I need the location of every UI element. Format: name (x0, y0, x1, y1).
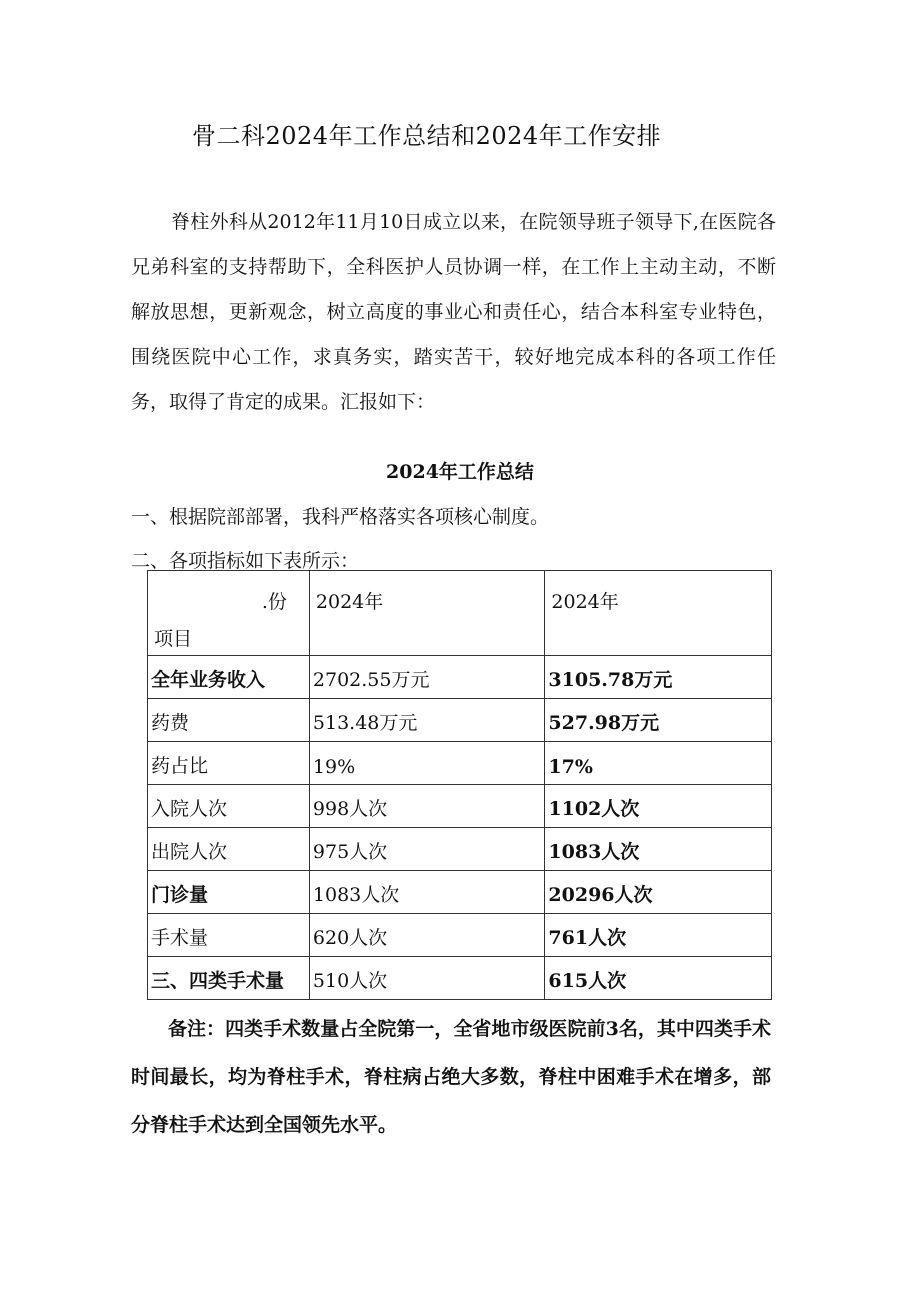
header-corner-cell (148, 571, 310, 656)
intro-paragraph: 脊柱外科从2012年11月10日成立以来，在院领导班子领导下,在医院各兄弟科室的支持帮助下，全科医护人员协调一样，在工作上主动主动，不断解放思想，更新观念，树立高度的事业心和责任心，结合本科室专业特色，围绕医院中心工作，求真务实，踏实苦干，较好地完成本科的各项工作任务，取得了肯定的成果。汇报如下： (131, 211, 776, 413)
row-value-curr: 527.98万元 (548, 712, 660, 734)
row-label: 药占比 (151, 755, 209, 777)
row-label: 入院人次 (151, 798, 228, 820)
row-value-prev: 975人次 (312, 841, 388, 863)
table-row (148, 828, 772, 871)
row-value-prev: 513.48万元 (312, 712, 418, 734)
row-value-curr: 20296人次 (548, 884, 653, 906)
row-value-prev: 1083人次 (312, 884, 400, 906)
header-fen-label: .份 (261, 591, 287, 613)
row-value-curr: 3105.78万元 (548, 669, 673, 691)
header-year-col3: 2024年 (551, 591, 619, 613)
note-paragraph: 备注：四类手术数量占全院第一，全省地市级医院前3名，其中四类手术时间最长，均为脊柱手术，脊柱病占绝大多数，脊柱中困难手术在增多，部分脊柱手术达到全国领先水平。 (131, 1018, 771, 1136)
row-label: 门诊量 (151, 884, 209, 906)
row-label: 出院人次 (151, 841, 228, 863)
section-heading: 2024年工作总结 (386, 461, 534, 483)
row-value-prev: 19% (312, 756, 356, 778)
row-value-curr: 615人次 (548, 970, 627, 992)
row-label: 三、四类手术量 (151, 970, 285, 992)
header-year-cell (309, 571, 545, 656)
row-label: 药费 (151, 712, 190, 734)
page-title: 骨二科2024年工作总结和2024年工作安排 (192, 122, 662, 150)
row-value-prev: 2702.55万元 (312, 669, 430, 691)
row-value-curr: 17% (548, 756, 593, 778)
metrics-table (147, 570, 772, 1000)
row-value-curr: 1102人次 (548, 798, 640, 820)
header-item-label: 项目 (154, 628, 193, 650)
row-label: 手术量 (151, 927, 209, 949)
table-row (148, 785, 772, 828)
row-value-curr: 761人次 (548, 927, 627, 949)
header-year-col2: 2024年 (315, 591, 384, 613)
row-value-prev: 620人次 (312, 927, 388, 949)
table-row (148, 699, 772, 742)
item-one: 一、根据院部部署，我科严格落实各项核心制度。 (131, 506, 550, 528)
table-row (148, 871, 772, 914)
table-header-row (148, 571, 772, 656)
table-row (148, 742, 772, 785)
table-row (148, 656, 772, 699)
table-row (148, 914, 772, 957)
row-value-prev: 998人次 (312, 798, 388, 820)
table-row (148, 957, 772, 1000)
row-value-prev: 510人次 (312, 970, 388, 992)
header-year-cell (545, 571, 772, 656)
row-value-curr: 1083人次 (548, 841, 640, 863)
item-two: 二、各项指标如下表所示： (131, 550, 360, 572)
row-label: 全年业务收入 (151, 669, 266, 691)
